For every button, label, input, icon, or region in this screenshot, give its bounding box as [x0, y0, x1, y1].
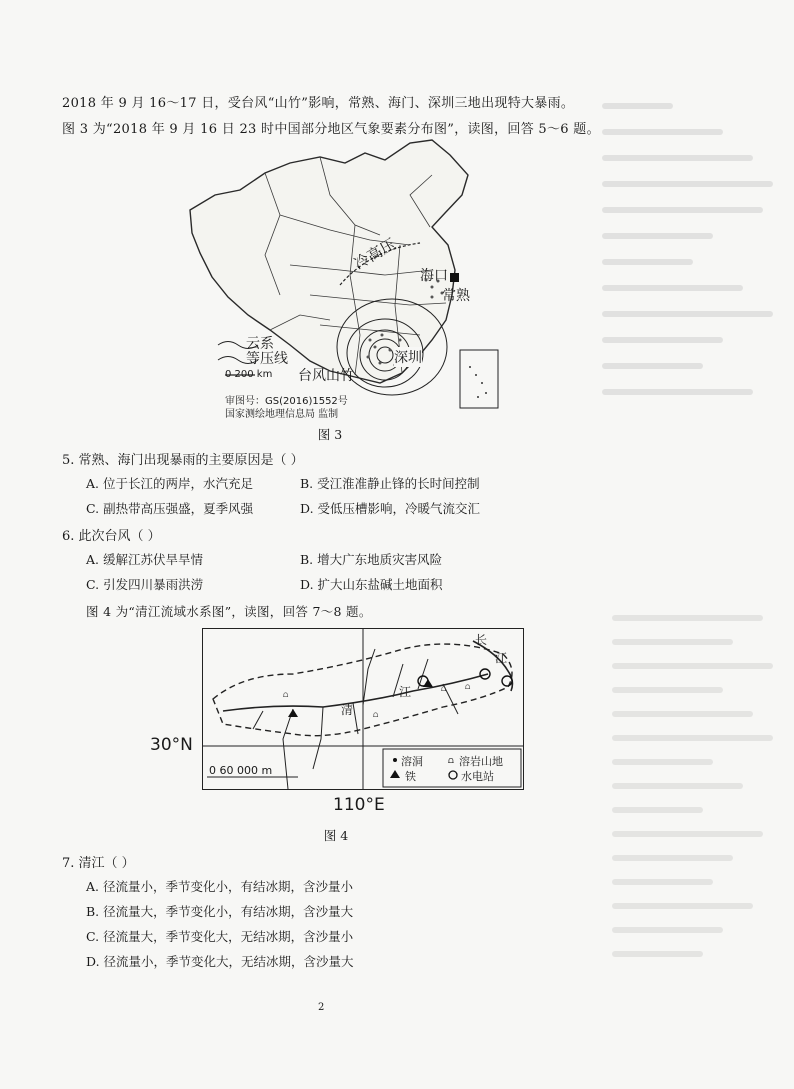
- legend-karst: 溶岩山地: [459, 755, 503, 768]
- label-yangtze-jiang: 江: [495, 651, 508, 665]
- figure-4-intro: 图 4 为“清江流域水系图”，读图，回答 7～8 题。: [86, 604, 372, 619]
- question-7-option-b[interactable]: B. 径流量大，季节变化小，有结冰期，含沙量大: [86, 904, 354, 919]
- question-6-option-a[interactable]: A. 缓解江苏伏旱旱情: [86, 552, 203, 567]
- question-5-option-a[interactable]: A. 位于长江的两岸，水汽充足: [86, 476, 253, 491]
- bleed-through-text-lower: [610, 610, 780, 970]
- question-7-option-a[interactable]: A. 径流量小，季节变化小，有结冰期，含沙量小: [86, 879, 353, 894]
- legend-station: 水电站: [461, 770, 494, 783]
- figure-3-caption: 图 3: [317, 427, 343, 442]
- figure-4-caption: 图 4: [323, 828, 349, 843]
- question-5-option-c[interactable]: C. 副热带高压强盛，夏季风强: [86, 501, 254, 516]
- legend-iron: 铁: [405, 770, 416, 783]
- legend-isobar: 等压线: [246, 351, 288, 367]
- latitude-label: 30°N: [150, 735, 193, 755]
- review-number: 审图号：GS(2016)1552号: [225, 396, 348, 407]
- page-number: 2: [318, 1002, 325, 1013]
- label-haikou: 海口: [420, 268, 448, 284]
- question-5-option-b[interactable]: B. 受江淮准静止锋的长时间控制: [300, 476, 480, 491]
- map-scale: 0 200 km: [225, 369, 273, 380]
- svg-text:⩍: ⩍: [441, 684, 447, 693]
- label-shenzhen: 深圳: [394, 347, 422, 367]
- question-5-option-d[interactable]: D. 受低压槽影响，冷暖气流交汇: [300, 501, 481, 516]
- svg-text:⩍: ⩍: [373, 710, 379, 719]
- question-7-option-c[interactable]: C. 径流量大，季节变化大，无结冰期，含沙量小: [86, 929, 354, 944]
- figure-3-map: [170, 135, 510, 415]
- svg-text:⩍: ⩍: [448, 756, 454, 766]
- longitude-label: 110°E: [333, 795, 385, 815]
- intro-line-2: 图 3 为“2018 年 9 月 16 日 23 时中国部分地区气象要素分布图”，读图，回答 5～6 题。: [62, 122, 600, 137]
- question-7-stem: 7. 清江（ ）: [62, 856, 135, 871]
- legend-cloud: 云系: [246, 336, 274, 352]
- question-6-stem: 6. 此次台风（ ）: [62, 529, 161, 544]
- question-6-option-c[interactable]: C. 引发四川暴雨洪涝: [86, 577, 204, 592]
- label-cold-high: 冷高压: [350, 234, 399, 273]
- monitor-line: 国家测绘地理信息局 监制: [225, 409, 339, 420]
- label-chang: 长: [475, 633, 488, 647]
- label-qing: 清: [341, 703, 354, 717]
- figure-4-scale: 0 60 000 m: [209, 764, 273, 777]
- question-6-option-d[interactable]: D. 扩大山东盐碱土地面积: [300, 577, 443, 592]
- question-7-option-d[interactable]: D. 径流量小，季节变化大，无结冰期，含沙量大: [86, 954, 354, 969]
- figure-4-map: [202, 628, 524, 790]
- label-jiang: 江: [399, 685, 412, 699]
- legend-cave: 溶洞: [401, 755, 423, 768]
- bleed-through-text: [600, 96, 785, 426]
- svg-text:⩍: ⩍: [465, 682, 471, 691]
- label-changshu: 常熟: [442, 288, 470, 304]
- svg-text:⩍: ⩍: [283, 690, 289, 699]
- label-typhoon: 台风山竹: [298, 368, 354, 384]
- intro-line-1: 2018 年 9 月 16～17 日，受台风“山竹”影响，常熟、海门、深圳三地出现特大暴雨。: [62, 96, 575, 111]
- question-5-stem: 5. 常熟、海门出现暴雨的主要原因是（ ）: [62, 453, 304, 468]
- question-6-option-b[interactable]: B. 增大广东地质灾害风险: [300, 552, 443, 567]
